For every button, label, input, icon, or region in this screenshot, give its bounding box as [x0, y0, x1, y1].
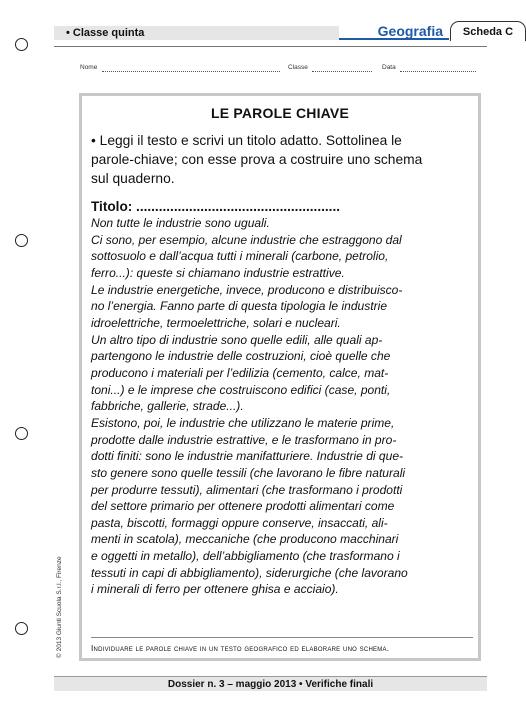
text-line: menti in scatola), meccaniche (che producono macchinari [91, 532, 399, 547]
name-field[interactable] [102, 71, 280, 72]
exercise-box [79, 93, 481, 661]
text-line: del settore primario per ottenere prodotti alimentari come [91, 499, 395, 514]
instruction-line: parole-chiave; con esse prova a costruire uno schema [91, 152, 423, 167]
objective-divider [91, 637, 473, 638]
student-fields [80, 64, 480, 76]
text-line: toni...) e le imprese che costruiscono edifici (case, ponti, [91, 382, 391, 397]
subject-label: Geografia [339, 22, 449, 40]
instruction [91, 131, 473, 188]
text-line: Le industrie energetiche, invece, producono e distribuisco- [91, 282, 403, 297]
text-line: Non tutte le industrie sono uguali. [91, 216, 270, 230]
text-line: producono i materiali per l’edilizia (cemento, calce, mat- [91, 365, 389, 380]
date-field-label: Data [382, 64, 396, 71]
worksheet-header [54, 19, 514, 47]
text-line: Esistono, poi, le industrie che utilizzano le materie prime, [91, 415, 395, 430]
text-line: ferro...): queste si chiamano industrie estrattive. [91, 265, 345, 280]
binder-hole-icon [15, 622, 28, 635]
text-line: prodotte dalle industrie estrattive, e le trasformano in pro- [91, 432, 397, 447]
text-line: fabbriche, gallerie, strade...). [91, 399, 244, 414]
text-line: idroelettriche, termoelettriche, solari e nucleari. [91, 315, 341, 330]
binder-hole-icon [15, 427, 28, 440]
text-line: sto genere sono quelle tessili (che lavorano le fibre naturali [91, 465, 406, 480]
instruction-line: sul quaderno. [91, 171, 175, 186]
title-answer-line[interactable]: Titolo: ...................................................... [91, 199, 340, 214]
text-line: i minerali di ferro per ottenere ghisa e acciaio). [91, 582, 339, 597]
sheet-tab: Scheda C [450, 21, 526, 41]
footer-band: Dossier n. 3 – maggio 2013 • Verifiche finali [54, 676, 487, 691]
date-field[interactable] [400, 71, 476, 72]
name-field-label: Nome [80, 64, 98, 71]
instruction-line: • Leggi il testo e scrivi un titolo adatto. Sottolinea le [91, 133, 402, 148]
class-field[interactable] [312, 71, 372, 72]
class-label: • Classe quinta [54, 26, 339, 40]
text-line: tessuti in capi di abbigliamento), siderurgiche (che lavorano [91, 565, 408, 580]
learning-objective: Individuare le parole chiave in un testo geografico ed elaborare uno schema. [91, 643, 390, 653]
text-line: e oggetti in metallo), dell’abbigliamento (che trasformano i [91, 549, 400, 564]
class-field-label: Classe [288, 64, 308, 71]
exercise-title: LE PAROLE CHIAVE [210, 105, 350, 121]
text-line: per produrre tessuti), alimentari (che trasformano i prodotti [91, 482, 403, 497]
copyright-notice: © 2013 Giunti Scuola S.r.l., Firenze [56, 556, 63, 658]
reading-text [91, 215, 473, 598]
binder-hole-icon [15, 38, 28, 51]
text-line: Un altro tipo di industrie sono quelle edili, alle quali ap- [91, 332, 383, 347]
binder-hole-icon [15, 234, 28, 247]
text-line: dotti finiti: sono le industrie manifatturiere. Industrie di que- [91, 449, 404, 464]
text-line: Ci sono, per esempio, alcune industrie che estraggono dal [91, 232, 402, 247]
text-line: partengono le industrie delle costruzioni, cioè quelle che [91, 349, 391, 364]
text-line: sottosuolo e dall’acqua tutti i minerali (carbone, petrolio, [91, 249, 389, 264]
text-line: no l’energia. Fanno parte di questa tipologia le industrie [91, 299, 388, 314]
text-line: pasta, biscotti, formaggi oppure conserve, insaccati, ali- [91, 515, 388, 530]
